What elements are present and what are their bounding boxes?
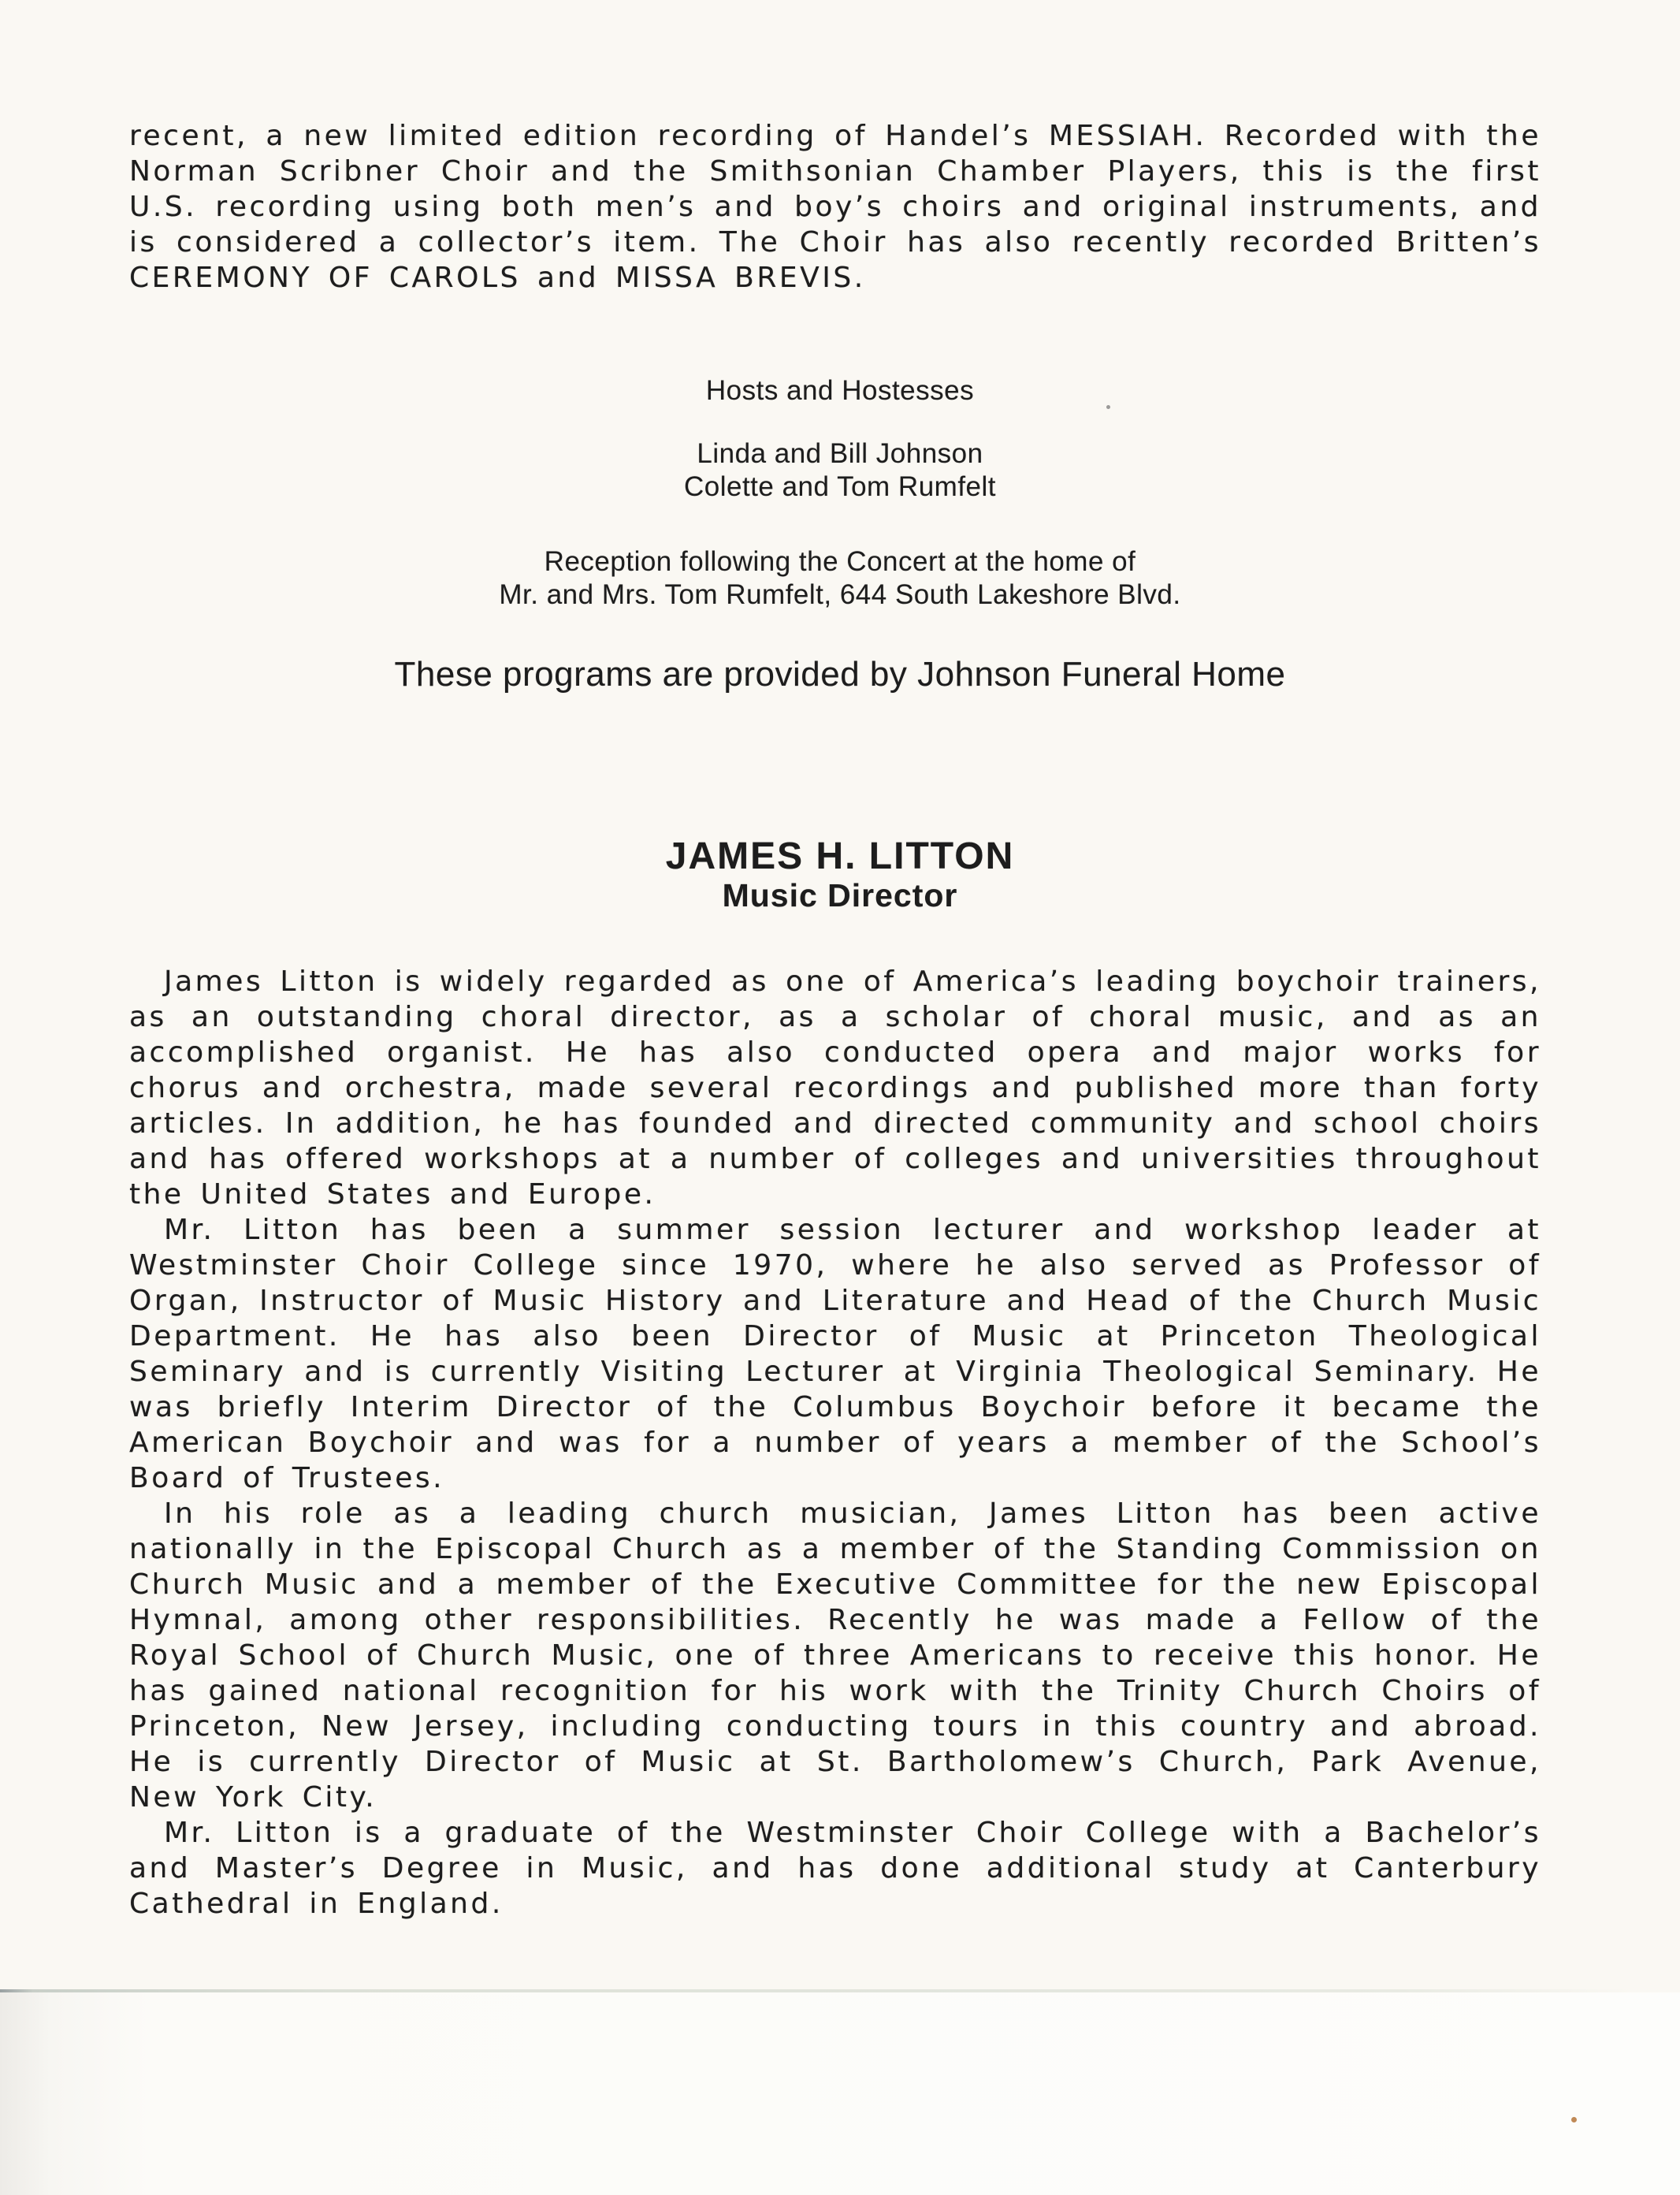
hosts-section (0, 374, 1680, 612)
hosts-heading: Hosts and Hostesses (705, 375, 975, 406)
bio-paragraph: In his role as a leading church musician, James Litton has been active nationally in the Episcopal Church as a member of the Standing Commission on Church Music and a member of the Executive Committee for the new Episcopal Hymnal, among other responsibilities. Recently he was made a Fellow of the Royal School of Church Music, one of three Americans to receive this honor. He has gained national recognition for his work with the Trinity Church Choirs of Princeton, New Jersey, including conducting tours in this country and abroad. He is currently Director of Music at St. Bartholomew’s Church, Park Avenue, New York City. (129, 1497, 1541, 1814)
reception-note (0, 545, 1680, 612)
scan-speck-artifact (1106, 405, 1110, 409)
director-bio (129, 964, 1541, 1922)
director-title: Music Director (722, 877, 958, 913)
bio-paragraph: James Litton is widely regarded as one of America’s leading boychoir trainers, as an outstanding choral director, as a scholar of choral music, and as an accomplished organist. He has also conducted opera and major works for chorus and orchestra, made several recordings and published more than forty articles. In addition, he has founded and directed community and school choirs and has offered workshops at a number of colleges and universities throughout the United States and Europe. (129, 965, 1541, 1211)
director-heading-section (0, 836, 1680, 913)
reception-line: Mr. and Mrs. Tom Rumfelt, 644 South Lakeshore Blvd. (499, 579, 1181, 610)
scan-speck-artifact (1571, 2117, 1577, 2122)
bio-paragraph: Mr. Litton is a graduate of the Westminster Choir College with a Bachelor’s and Master’s Degree in Music, and has done additional study at Canterbury Cathedral in England. (129, 1817, 1541, 1920)
reception-line: Reception following the Concert at the home of (544, 546, 1136, 577)
page-bottom-strip (0, 1992, 1680, 2195)
sponsor-line: These programs are provided by Johnson Funeral Home (394, 655, 1286, 694)
host-name-line: Linda and Bill Johnson (697, 438, 983, 469)
host-name-line: Colette and Tom Rumfelt (683, 471, 997, 502)
intro-paragraph: recent, a new limited edition recording of Handel’s MESSIAH. Recorded with the Norman Scribner Choir and the Smithsonian Chamber Players, this is the first U.S. recording using both men’s and boy’s choirs and original instruments, and is considered a collector’s item. The Choir has also recently recorded Britten’s CEREMONY OF CAROLS and MISSA BREVIS. (129, 120, 1541, 294)
bio-paragraph: Mr. Litton has been a summer session lecturer and workshop leader at Westminster Choir College since 1970, where he also served as Professor of Organ, Instructor of Music History and Literature and Head of the Church Music Department. He has also been Director of Music at Princeton Theological Seminary and is currently Visiting Lecturer at Virginia Theological Seminary. He was briefly Interim Director of the Columbus Boychoir before it became the American Boychoir and was for a number of years a member of the School’s Board of Trustees. (129, 1214, 1541, 1494)
director-name: JAMES H. LITTON (665, 835, 1015, 877)
host-names (0, 437, 1680, 504)
scan-line-artifact (0, 1989, 1648, 1992)
